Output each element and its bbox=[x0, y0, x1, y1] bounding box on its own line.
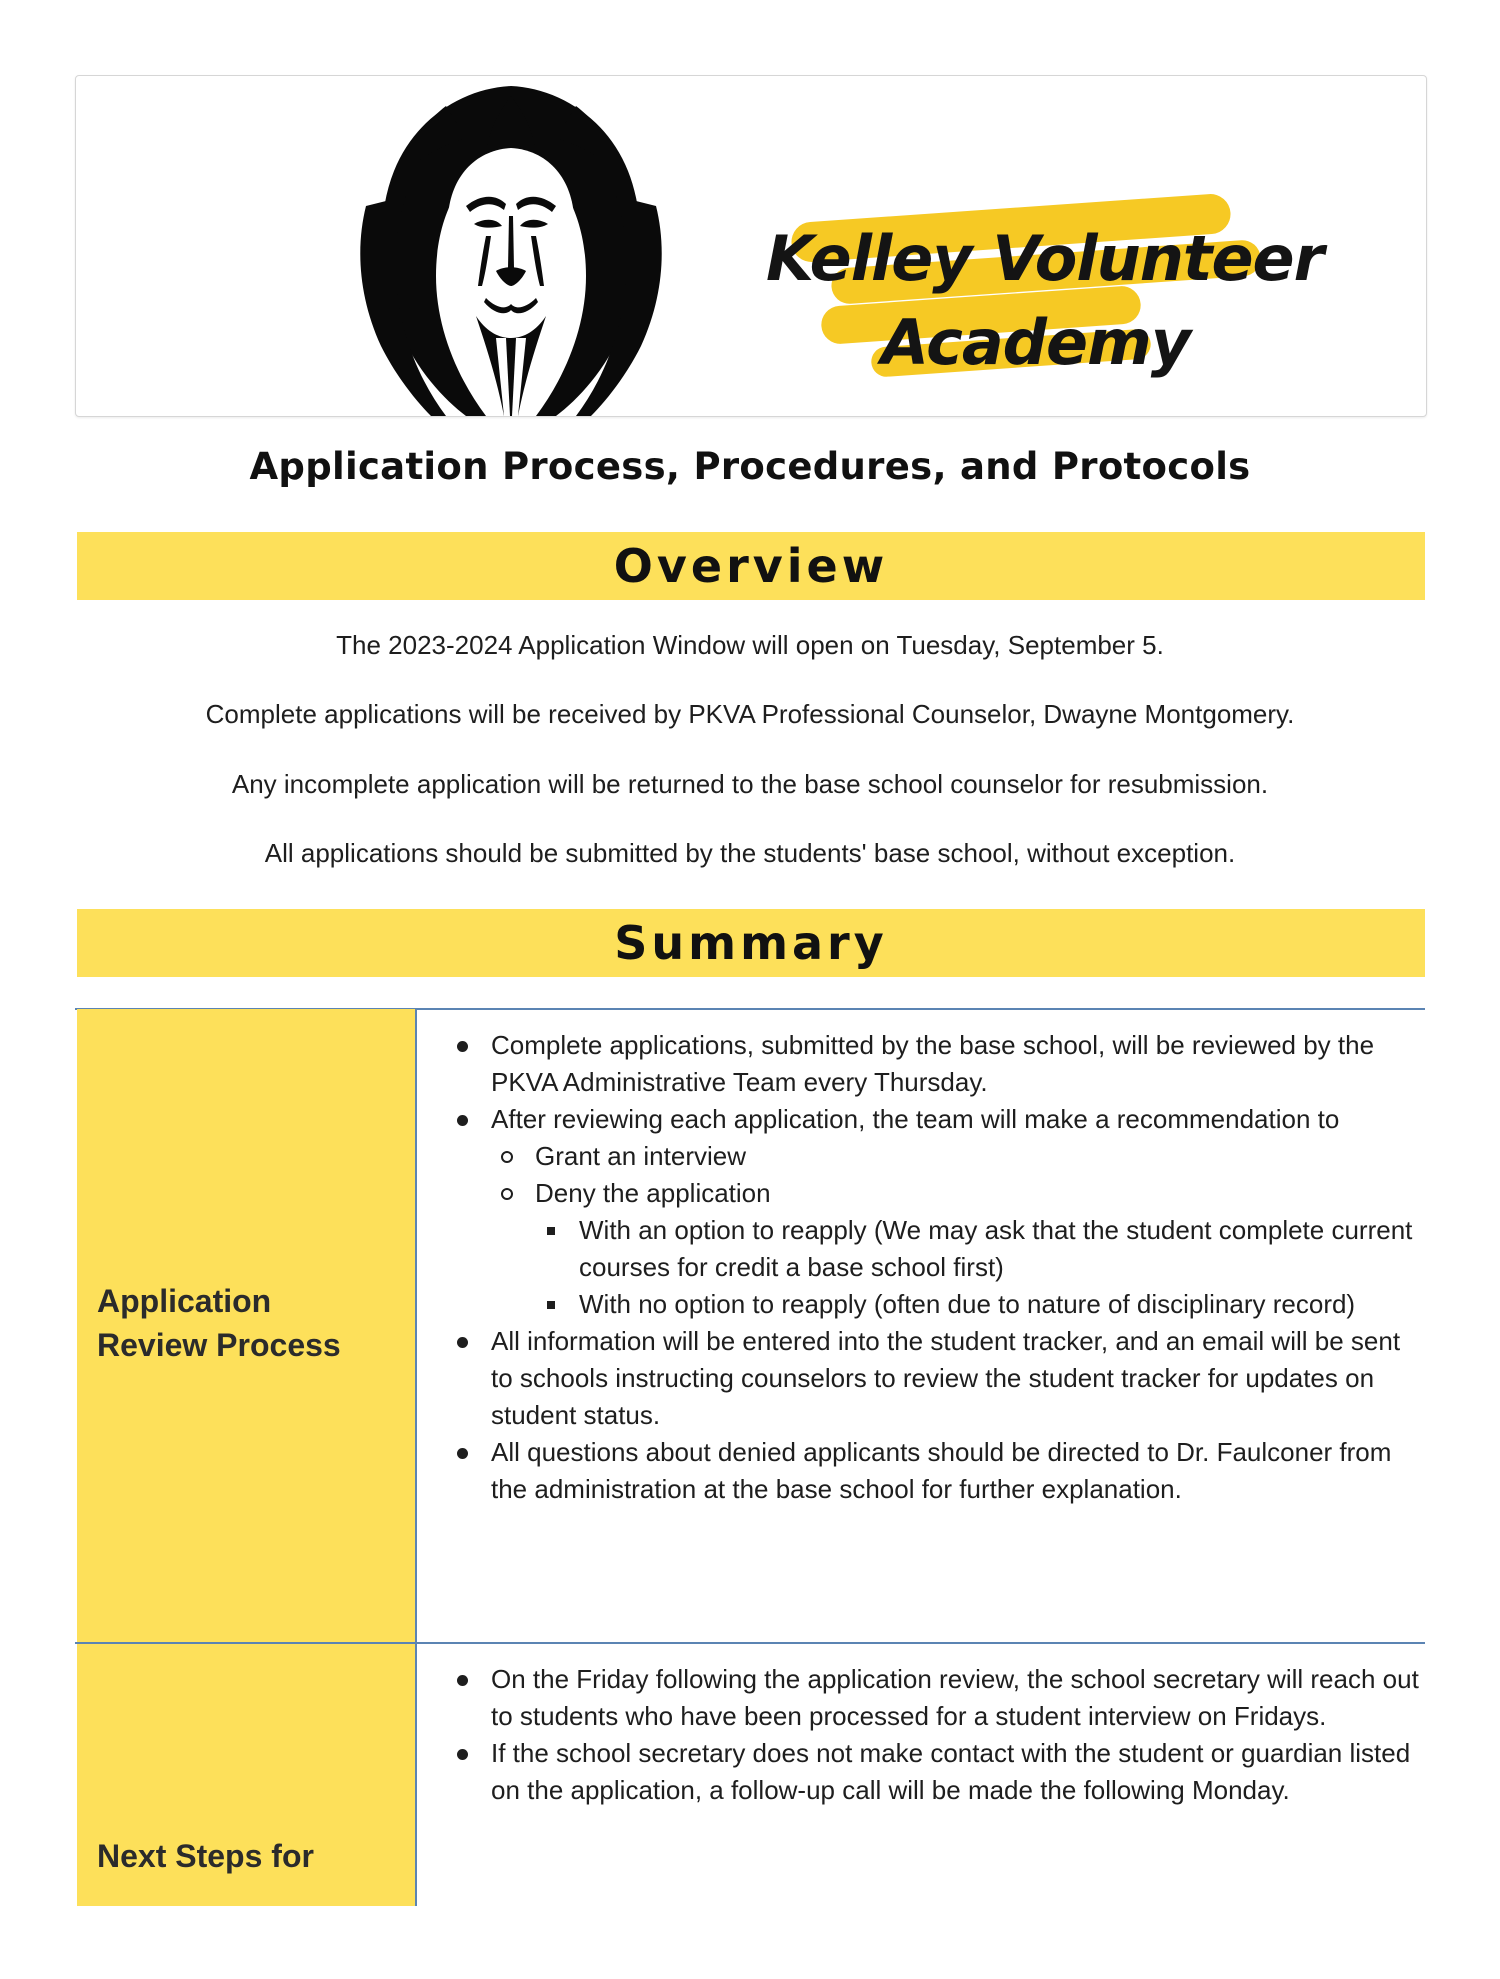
list-item: Complete applications, submitted by the base school, will be reviewed by the PKVA Administrative Team every Thursday. bbox=[491, 1030, 1375, 1097]
overview-line: The 2023-2024 Application Window will open on Tuesday, September 5. bbox=[336, 630, 1164, 660]
page-title: Application Process, Procedures, and Protocols bbox=[249, 445, 1251, 488]
row-content-cell bbox=[417, 1661, 1425, 1809]
list-item: With no option to reapply (often due to nature of disciplinary record) bbox=[579, 1289, 1356, 1319]
brand-line-1: Kelley Volunteer bbox=[766, 222, 1324, 295]
lion-icon bbox=[346, 76, 676, 416]
row-label bbox=[97, 1279, 341, 1367]
overview-line: Complete applications will be received by PKVA Professional Counselor, Dwayne Montgomery. bbox=[205, 699, 1295, 729]
overview-heading: Overview bbox=[77, 532, 1425, 600]
row-label-line: Application bbox=[97, 1283, 272, 1319]
list-item: All information will be entered into the student tracker, and an email will be sent to schools instructing counselors to review the student tracker for updates on student status. bbox=[491, 1326, 1401, 1430]
list-item: On the Friday following the application review, the school secretary will reach out to students who have been processed for a student interview on Fridays. bbox=[491, 1664, 1419, 1731]
list-item: All questions about denied applicants should be directed to Dr. Faulconer from the administration at the base school for further explanation. bbox=[491, 1437, 1392, 1504]
row-label-line: Next Steps for bbox=[97, 1838, 314, 1874]
row-label-cell bbox=[77, 1009, 417, 1642]
list-item: After reviewing each application, the team will make a recommendation to bbox=[491, 1104, 1340, 1134]
list-item: If the school secretary does not make contact with the student or guardian listed on the application, a follow-up call will be made the following Monday. bbox=[491, 1738, 1411, 1805]
brand-wordmark bbox=[671, 146, 1351, 386]
list-item: Grant an interview bbox=[535, 1141, 746, 1171]
row-label-line: Review Process bbox=[97, 1327, 341, 1363]
brand-line-2: Academy bbox=[881, 306, 1191, 379]
header-banner bbox=[75, 75, 1427, 417]
overview-line: All applications should be submitted by the students' base school, without exception. bbox=[264, 838, 1236, 868]
row-label-cell bbox=[77, 1644, 417, 1906]
list-item: Deny the application bbox=[535, 1178, 771, 1208]
list-item: With an option to reapply (We may ask that the student complete current courses for credit a base school first) bbox=[579, 1215, 1413, 1282]
next-steps-list bbox=[417, 1661, 1425, 1809]
review-process-list bbox=[417, 1027, 1425, 1508]
summary-heading: Summary bbox=[77, 909, 1425, 977]
overview-line: Any incomplete application will be returned to the base school counselor for resubmission. bbox=[231, 769, 1269, 799]
row-content-cell bbox=[417, 1027, 1425, 1508]
row-label bbox=[97, 1834, 314, 1878]
